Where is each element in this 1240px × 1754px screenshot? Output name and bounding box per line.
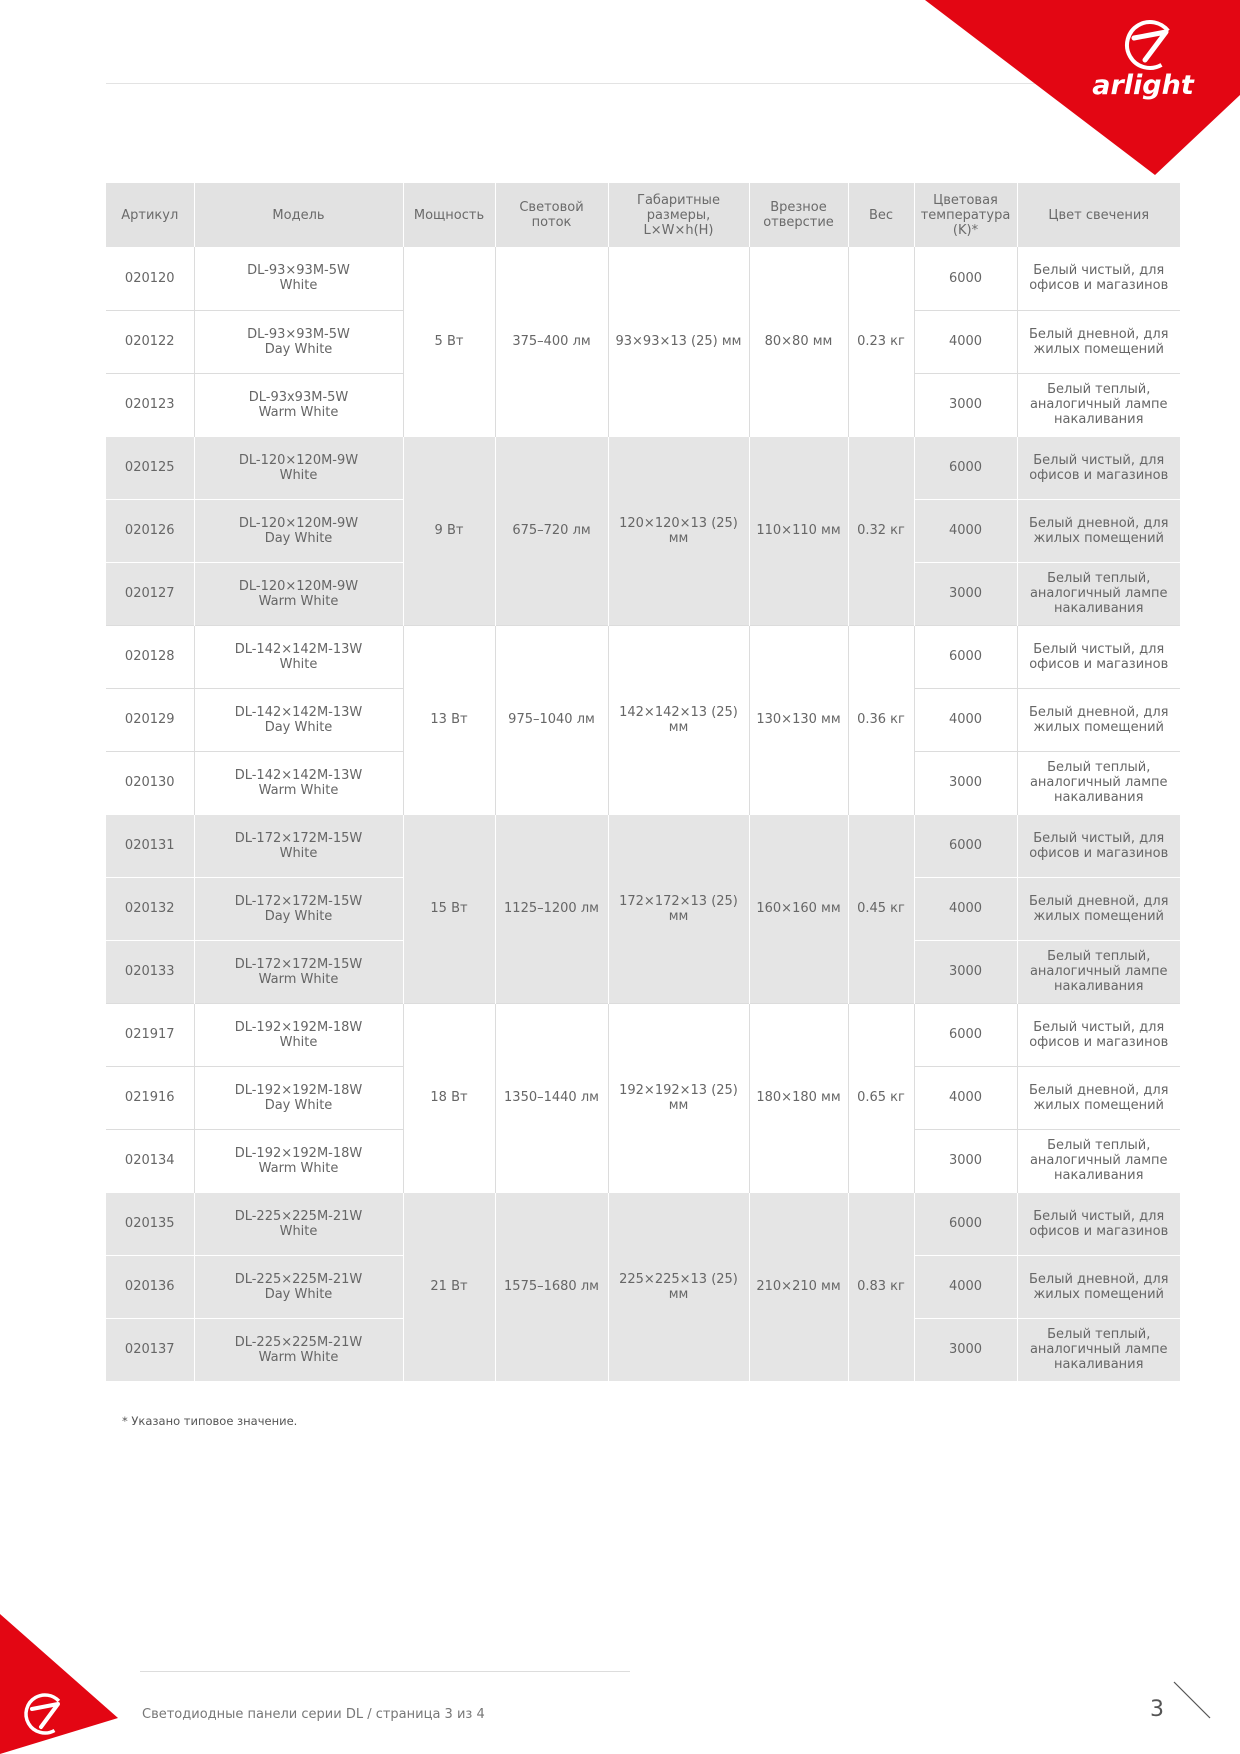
model-name: DL-225×225M-21W — [234, 1271, 363, 1287]
model-name: DL-192×192M-18W — [234, 1082, 363, 1098]
cell-article: 020120 — [106, 247, 194, 310]
header-size: Габаритные размеры, L×W×h(H) — [608, 183, 749, 247]
cell-flux: 1125–1200 лм — [495, 814, 608, 1003]
model-variant: White — [279, 845, 318, 861]
model-name: DL-192×192M-18W — [234, 1019, 363, 1035]
header-hole: Врезное отверстие — [749, 183, 848, 247]
cell-hole: 160×160 мм — [749, 814, 848, 1003]
model-variant: Warm White — [258, 782, 339, 798]
cell-model — [194, 373, 403, 436]
model-variant: White — [279, 1034, 318, 1050]
brand-name: arlight — [1092, 70, 1194, 101]
cell-model — [194, 499, 403, 562]
cell-article: 020127 — [106, 562, 194, 625]
cell-color: Белый дневной, для жилых помещений — [1017, 499, 1180, 562]
footer-corner-shape — [0, 1614, 130, 1754]
cell-article: 020135 — [106, 1192, 194, 1255]
model-variant: Day White — [264, 1097, 333, 1113]
header-power: Мощность — [403, 183, 495, 247]
cell-model — [194, 688, 403, 751]
cell-size: 172×172×13 (25) мм — [608, 814, 749, 1003]
cell-cct: 3000 — [914, 1318, 1017, 1381]
cell-article: 020123 — [106, 373, 194, 436]
header-flux: Световой поток — [495, 183, 608, 247]
cell-weight: 0.36 кг — [848, 625, 914, 814]
cell-power: 15 Вт — [403, 814, 495, 1003]
table-header-row — [106, 183, 1180, 247]
cell-article: 021916 — [106, 1066, 194, 1129]
cell-model — [194, 436, 403, 499]
cell-hole: 180×180 мм — [749, 1003, 848, 1192]
model-name: DL-120×120M-9W — [238, 515, 359, 531]
cell-color: Белый теплый, аналогичный лампе накаливания — [1017, 940, 1180, 1003]
cell-model — [194, 1192, 403, 1255]
cell-article: 020133 — [106, 940, 194, 1003]
cell-article: 020128 — [106, 625, 194, 688]
cell-color: Белый чистый, для офисов и магазинов — [1017, 247, 1180, 310]
cell-model — [194, 940, 403, 1003]
cell-cct: 3000 — [914, 373, 1017, 436]
cell-cct: 6000 — [914, 436, 1017, 499]
cell-model — [194, 562, 403, 625]
cell-color: Белый дневной, для жилых помещений — [1017, 877, 1180, 940]
cell-power: 18 Вт — [403, 1003, 495, 1192]
top-divider — [106, 83, 1036, 84]
cell-size: 120×120×13 (25) мм — [608, 436, 749, 625]
header-model: Модель — [194, 183, 403, 247]
cell-model — [194, 625, 403, 688]
model-variant: Warm White — [258, 404, 339, 420]
model-name: DL-172×172M-15W — [234, 893, 363, 909]
cell-article: 021917 — [106, 1003, 194, 1066]
header-article: Артикул — [106, 183, 194, 247]
cell-flux: 675–720 лм — [495, 436, 608, 625]
model-name: DL-93x93M-5W — [248, 389, 349, 405]
footnote: * Указано типовое значение. — [122, 1414, 298, 1428]
model-variant: Day White — [264, 719, 333, 735]
cell-cct: 4000 — [914, 499, 1017, 562]
cell-model — [194, 1318, 403, 1381]
model-name: DL-225×225M-21W — [234, 1334, 363, 1350]
cell-hole: 130×130 мм — [749, 625, 848, 814]
model-variant: White — [279, 278, 318, 294]
cell-size: 142×142×13 (25) мм — [608, 625, 749, 814]
model-variant: Day White — [264, 530, 333, 546]
cell-size: 225×225×13 (25) мм — [608, 1192, 749, 1381]
model-variant: Day White — [264, 908, 333, 924]
table-row — [106, 436, 1180, 499]
cell-model — [194, 247, 403, 310]
cell-cct: 4000 — [914, 310, 1017, 373]
model-variant: White — [279, 467, 318, 483]
cell-weight: 0.32 кг — [848, 436, 914, 625]
cell-cct: 4000 — [914, 1255, 1017, 1318]
cell-article: 020132 — [106, 877, 194, 940]
cell-model — [194, 1129, 403, 1192]
cell-flux: 1575–1680 лм — [495, 1192, 608, 1381]
cell-model — [194, 814, 403, 877]
cell-article: 020129 — [106, 688, 194, 751]
cell-color: Белый теплый, аналогичный лампе накаливания — [1017, 1318, 1180, 1381]
cell-size: 192×192×13 (25) мм — [608, 1003, 749, 1192]
table-row — [106, 814, 1180, 877]
model-variant: Warm White — [258, 1160, 339, 1176]
cell-cct: 4000 — [914, 688, 1017, 751]
table-row — [106, 1003, 1180, 1066]
spec-table — [106, 183, 1180, 1381]
cell-weight: 0.83 кг — [848, 1192, 914, 1381]
cell-article: 020137 — [106, 1318, 194, 1381]
cell-power: 9 Вт — [403, 436, 495, 625]
page-number: 3 — [1150, 1697, 1164, 1722]
cell-cct: 3000 — [914, 751, 1017, 814]
cell-model — [194, 877, 403, 940]
cell-model — [194, 310, 403, 373]
cell-article: 020125 — [106, 436, 194, 499]
cell-cct: 3000 — [914, 1129, 1017, 1192]
model-variant: Day White — [264, 341, 333, 357]
cell-cct: 6000 — [914, 625, 1017, 688]
cell-model — [194, 1003, 403, 1066]
model-name: DL-225×225M-21W — [234, 1208, 363, 1224]
cell-hole: 80×80 мм — [749, 247, 848, 436]
model-name: DL-142×142M-13W — [234, 704, 363, 720]
model-name: DL-120×120M-9W — [238, 578, 359, 594]
model-variant: White — [279, 1223, 318, 1239]
cell-article: 020126 — [106, 499, 194, 562]
cell-model — [194, 751, 403, 814]
model-variant: Warm White — [258, 971, 339, 987]
cell-weight: 0.23 кг — [848, 247, 914, 436]
cell-color: Белый теплый, аналогичный лампе накаливания — [1017, 373, 1180, 436]
cell-color: Белый дневной, для жилых помещений — [1017, 688, 1180, 751]
cell-flux: 375–400 лм — [495, 247, 608, 436]
model-variant: Warm White — [258, 1349, 339, 1365]
cell-cct: 4000 — [914, 1066, 1017, 1129]
model-name: DL-192×192M-18W — [234, 1145, 363, 1161]
cell-article: 020136 — [106, 1255, 194, 1318]
cell-color: Белый теплый, аналогичный лампе накаливания — [1017, 1129, 1180, 1192]
cell-model — [194, 1066, 403, 1129]
table-row — [106, 625, 1180, 688]
cell-color: Белый теплый, аналогичный лампе накаливания — [1017, 751, 1180, 814]
table-row — [106, 247, 1180, 310]
cell-cct: 6000 — [914, 814, 1017, 877]
model-name: DL-142×142M-13W — [234, 641, 363, 657]
cell-cct: 3000 — [914, 940, 1017, 1003]
cell-model — [194, 1255, 403, 1318]
cell-article: 020134 — [106, 1129, 194, 1192]
model-variant: White — [279, 656, 318, 672]
cell-hole: 210×210 мм — [749, 1192, 848, 1381]
cell-color: Белый чистый, для офисов и магазинов — [1017, 1003, 1180, 1066]
cell-power: 21 Вт — [403, 1192, 495, 1381]
model-name: DL-120×120M-9W — [238, 452, 359, 468]
header-weight: Вес — [848, 183, 914, 247]
model-name: DL-142×142M-13W — [234, 767, 363, 783]
cell-size: 93×93×13 (25) мм — [608, 247, 749, 436]
brand-logo — [920, 0, 1240, 180]
cell-color: Белый дневной, для жилых помещений — [1017, 1066, 1180, 1129]
cell-color: Белый дневной, для жилых помещений — [1017, 1255, 1180, 1318]
model-name: DL-172×172M-15W — [234, 830, 363, 846]
cell-weight: 0.45 кг — [848, 814, 914, 1003]
cell-hole: 110×110 мм — [749, 436, 848, 625]
header-cct: Цветовая температура (K)* — [914, 183, 1017, 247]
cell-cct: 6000 — [914, 1192, 1017, 1255]
cell-weight: 0.65 кг — [848, 1003, 914, 1192]
cell-color: Белый чистый, для офисов и магазинов — [1017, 625, 1180, 688]
cell-power: 13 Вт — [403, 625, 495, 814]
cell-color: Белый дневной, для жилых помещений — [1017, 310, 1180, 373]
cell-color: Белый чистый, для офисов и магазинов — [1017, 1192, 1180, 1255]
cell-cct: 3000 — [914, 562, 1017, 625]
cell-article: 020130 — [106, 751, 194, 814]
cell-power: 5 Вт — [403, 247, 495, 436]
model-name: DL-93×93M-5W — [247, 326, 350, 342]
footer-divider — [140, 1671, 630, 1672]
cell-cct: 4000 — [914, 877, 1017, 940]
cell-flux: 975–1040 лм — [495, 625, 608, 814]
cell-flux: 1350–1440 лм — [495, 1003, 608, 1192]
model-name: DL-172×172M-15W — [234, 956, 363, 972]
model-name: DL-93×93M-5W — [247, 263, 350, 279]
cell-article: 020122 — [106, 310, 194, 373]
cell-cct: 6000 — [914, 1003, 1017, 1066]
footer-caption: Светодиодные панели серии DL / страница 3 из 4 — [142, 1707, 485, 1722]
header-color: Цвет свечения — [1017, 183, 1180, 247]
page-slash-decoration — [1172, 1680, 1212, 1720]
model-variant: Warm White — [258, 593, 339, 609]
cell-color: Белый чистый, для офисов и магазинов — [1017, 814, 1180, 877]
cell-color: Белый чистый, для офисов и магазинов — [1017, 436, 1180, 499]
table-row — [106, 1192, 1180, 1255]
cell-article: 020131 — [106, 814, 194, 877]
model-variant: Day White — [264, 1286, 333, 1302]
cell-cct: 6000 — [914, 247, 1017, 310]
cell-color: Белый теплый, аналогичный лампе накаливания — [1017, 562, 1180, 625]
